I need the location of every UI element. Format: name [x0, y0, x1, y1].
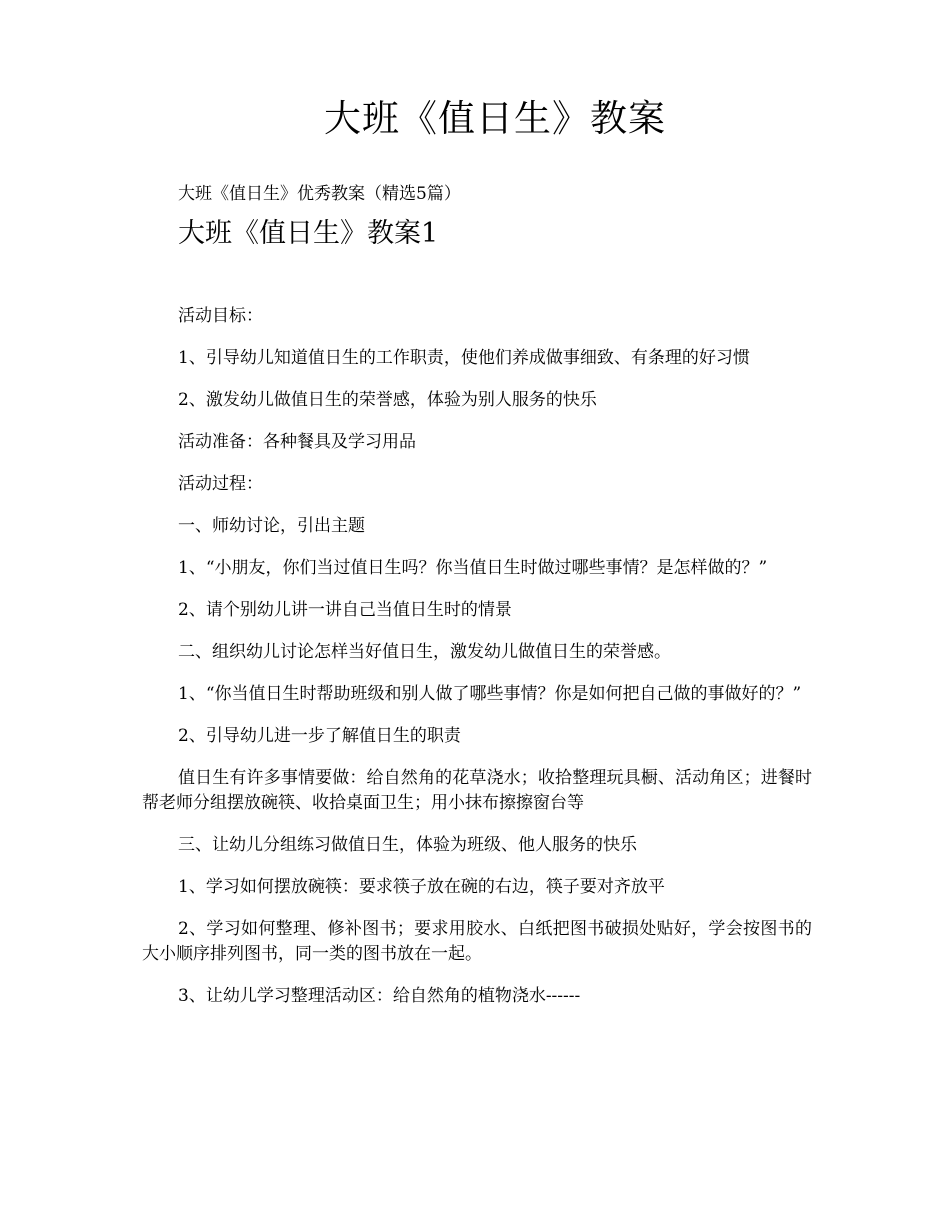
- paragraph: 1、“你当值日生时帮助班级和别人做了哪些事情？你是如何把自己做的事做好的？”: [178, 684, 802, 704]
- paragraph: 值日生有许多事情要做：给自然角的花草浇水；收拾整理玩具橱、活动角区；进餐时帮老师分组摆放碗筷、收拾桌面卫生；用小抹布擦擦窗台等: [142, 768, 812, 813]
- paragraph: 二、组织幼儿讨论怎样当好值日生，激发幼儿做值日生的荣誉感。: [178, 642, 671, 662]
- document-title: 大班《值日生》教案: [324, 97, 666, 140]
- paragraph: 三、让幼儿分组练习做值日生，体验为班级、他人服务的快乐: [178, 835, 637, 855]
- document-body: [142, 182, 812, 1026]
- section-heading: 大班《值日生》教案1: [178, 218, 439, 249]
- paragraph: 1、引导幼儿知道值日生的工作职责，使他们养成做事细致、有条理的好习惯: [178, 348, 750, 368]
- paragraph: 1、学习如何摆放碗筷：要求筷子放在碗的右边，筷子要对齐放平: [178, 877, 665, 897]
- paragraph: 2、激发幼儿做值日生的荣誉感，体验为别人服务的快乐: [178, 390, 597, 410]
- document-subtitle: 大班《值日生》优秀教案（精选5篇）: [178, 184, 461, 204]
- paragraph: 活动过程：: [178, 474, 263, 494]
- paragraph: 1、“小朋友，你们当过值日生吗？你当值日生时做过哪些事情？是怎样做的？”: [178, 558, 768, 578]
- paragraph: 2、引导幼儿进一步了解值日生的职责: [178, 726, 461, 746]
- paragraph: 活动准备：各种餐具及学习用品: [178, 432, 416, 452]
- paragraph: 2、学习如何整理、修补图书；要求用胶水、白纸把图书破损处贴好，学会按图书的大小顺序排列图书，同一类的图书放在一起。: [142, 919, 812, 964]
- paragraph: 一、师幼讨论，引出主题: [178, 516, 365, 536]
- paragraph: 2、请个别幼儿讲一讲自己当值日生时的情景: [178, 600, 512, 620]
- paragraph: 3、让幼儿学习整理活动区：给自然角的植物浇水------: [178, 986, 581, 1006]
- paragraph: 活动目标：: [178, 306, 263, 326]
